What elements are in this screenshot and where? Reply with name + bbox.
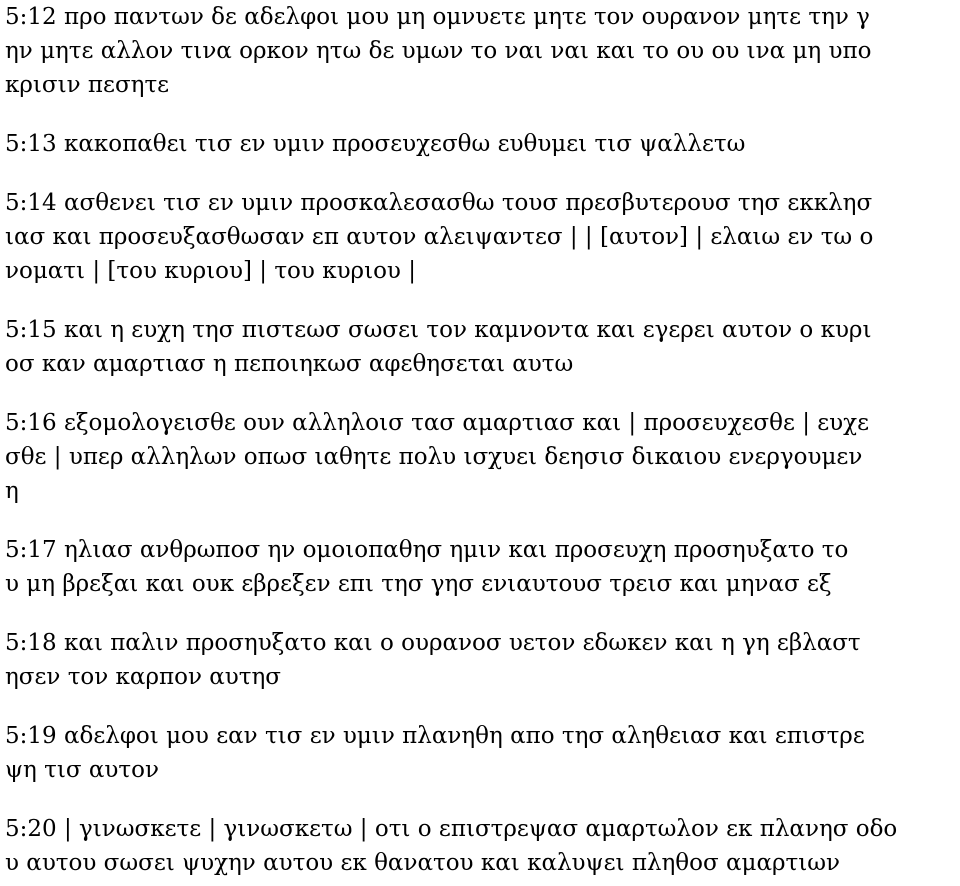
verse-line: ην μητε αλλον τινα ορκον ητω δε υμων το ναι ναι και το ου ου ινα μη υπο (5, 38, 872, 64)
verse-5-18 (5, 626, 960, 694)
verse-5-16 (5, 406, 960, 508)
verse-spacer (5, 508, 960, 533)
verse-line: ψη τισ αυτον (5, 757, 159, 783)
verse-line: 5:13 κακοπαθει τισ εν υμιν προσευχεσθω ευθυμει τισ ψαλλετω (5, 131, 746, 157)
verse-line: οσ καν αμαρτιασ η πεποιηκωσ αφεθησεται αυτω (5, 351, 574, 377)
verse-line: ιασ και προσευξασθωσαν επ αυτον αλειψαντεσ | | [αυτον] | ελαιω εν τω ο (5, 224, 874, 250)
verse-line: 5:17 ηλιασ ανθρωποσ ην ομοιοπαθησ ημιν και προσευχη προσηυξατο το (5, 537, 849, 563)
verse-line: υ αυτου σωσει ψυχην αυτου εκ θανατου και καλυψει πληθοσ αμαρτιων (5, 850, 841, 876)
verse-line: ησεν τον καρπον αυτησ (5, 664, 281, 690)
verse-spacer (5, 161, 960, 186)
verse-line: 5:12 προ παντων δε αδελφοι μου μη ομνυετε μητε τον ουρανον μητε την γ (5, 4, 870, 30)
verse-line: 5:16 εξομολογεισθε ουν αλληλοισ τασ αμαρτιασ και | προσευχεσθε | ευχε (5, 410, 870, 436)
verse-line: 5:18 και παλιν προσηυξατο και ο ουρανοσ υετον εδωκεν και η γη εβλαστ (5, 630, 861, 656)
verse-spacer (5, 288, 960, 313)
verse-5-20 (5, 812, 960, 880)
verse-line: κρισιν πεσητε (5, 72, 170, 98)
verse-line: 5:20 | γινωσκετε | γινωσκετω | οτι ο επιστρεψασ αμαρτωλον εκ πλανησ οδο (5, 816, 898, 842)
verse-5-13 (5, 127, 960, 161)
verse-line: υ μη βρεξαι και ουκ εβρεξεν επι τησ γησ ενιαυτουσ τρεισ και μηνασ εξ (5, 571, 832, 597)
verse-line: η (5, 478, 19, 504)
verse-spacer (5, 102, 960, 127)
verse-line: 5:19 αδελφοι μου εαν τισ εν υμιν πλανηθη απο τησ αληθειασ και επιστρε (5, 723, 865, 749)
verse-5-15 (5, 313, 960, 381)
verse-spacer (5, 694, 960, 719)
verse-spacer (5, 381, 960, 406)
verse-line: 5:15 και η ευχη τησ πιστεωσ σωσει τον καμνοντα και εγερει αυτον ο κυρι (5, 317, 872, 343)
verse-5-14 (5, 186, 960, 288)
verse-5-19 (5, 719, 960, 787)
verse-line: νοματι | [του κυριου] | του κυριου | (5, 258, 416, 284)
verse-5-12 (5, 0, 960, 102)
verse-line: 5:14 ασθενει τισ εν υμιν προσκαλεσασθω τουσ πρεσβυτερουσ τησ εκκλησ (5, 190, 873, 216)
verse-spacer (5, 601, 960, 626)
verse-5-17 (5, 533, 960, 601)
verse-line: σθε | υπερ αλληλων οπωσ ιαθητε πολυ ισχυει δεησισ δικαιου ενεργουμεν (5, 444, 863, 470)
verse-spacer (5, 787, 960, 812)
